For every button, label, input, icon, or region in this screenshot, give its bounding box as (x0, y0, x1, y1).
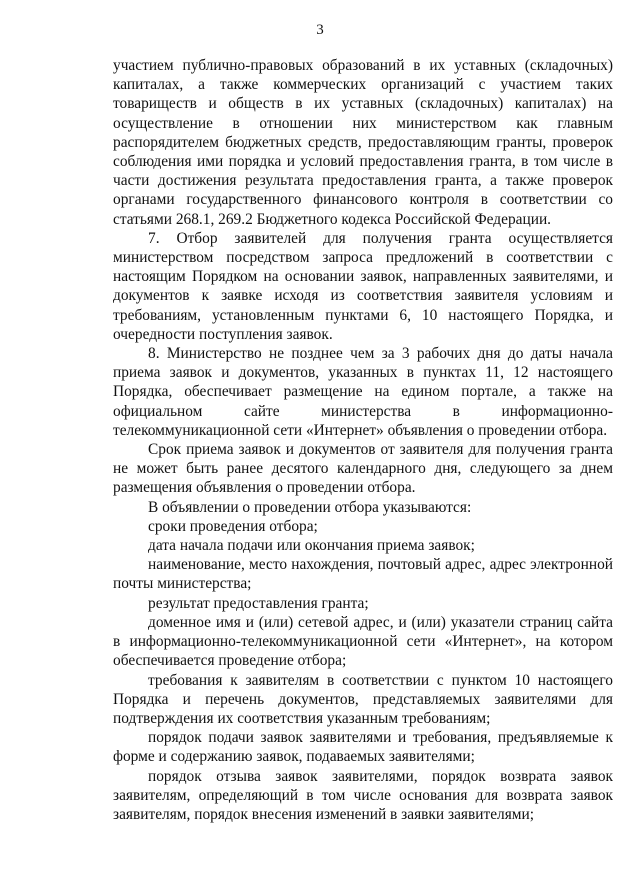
list-item: дата начала подачи или окончания приема заявок; (148, 537, 475, 555)
page-number: 3 (316, 22, 324, 38)
paragraph-item-7: 7. Отбор заявителей для получения гранта осуществляется министерством посредством запроса предложений в соответствии с настоящим Порядком на основании заявок, направленных заявителями, и документов к заявке исходя из соответствия заявителя условиям и требованиям, установленным пунктами 6, 10 настоящего Порядка, и очередности поступления заявок. (113, 229, 613, 343)
list-item: порядок отзыва заявок заявителями, порядок возврата заявок заявителям, определяющий в том числе основания для возврата заявок заявителям, порядок внесения изменений в заявки заявителями; (113, 767, 613, 823)
document-body (113, 56, 613, 824)
paragraph-announcement-intro: В объявлении о проведении отбора указываются: (148, 498, 472, 516)
list-item: результат предоставления гранта; (148, 594, 369, 612)
list-item: наименование, место нахождения, почтовый адрес, адрес электронной почты министерства; (113, 556, 613, 593)
list-item: доменное имя и (или) сетевой адрес, и (или) указатели страниц сайта в информационно-телекоммуникационной сети «Интернет», на котором обеспечивается проведение отбора; (113, 613, 613, 670)
paragraph-application-deadline: Срок приема заявок и документов от заявителя для получения гранта не может быть ранее десятого календарного дня, следующего за днем размещения объявления о проведении отбора. (113, 441, 613, 497)
paragraph-continuation: участием публично-правовых образований в их уставных (складочных) капиталах, а также коммерческих организаций с участием таких товариществ и обществ в их уставных (складочных) капиталах) на осуществление в отношении них министерством как главным распорядителем бюджетных средств, предоставляющим гранты, проверок соблюдения ими порядка и условий предоставления гранта, в том числе в части достижения результата предоставления гранта, а также проверок органами государственного финансового контроля в соответствии со статьями 268.1, 269.2 Бюджетного кодекса Российской Федерации. (113, 57, 613, 228)
list-item: требования к заявителям в соответствии с пунктом 10 настоящего Порядка и перечень документов, представляемых заявителями для подтверждения их соответствия указанным требованиям; (113, 671, 613, 727)
paragraph-item-8: 8. Министерство не позднее чем за 3 рабочих дня до даты начала приема заявок и документов, указанных в пунктах 11, 12 настоящего Порядка, обеспечивает размещение на едином портале, а также на официальном сайте министерства в информационно-телекоммуникационной сети «Интернет» объявления о проведении отбора. (113, 345, 613, 439)
list-item: порядок подачи заявок заявителями и требования, предъявляемые к форме и содержанию заявок, подаваемых заявителями; (113, 729, 613, 766)
list-item: сроки проведения отбора; (148, 517, 318, 535)
